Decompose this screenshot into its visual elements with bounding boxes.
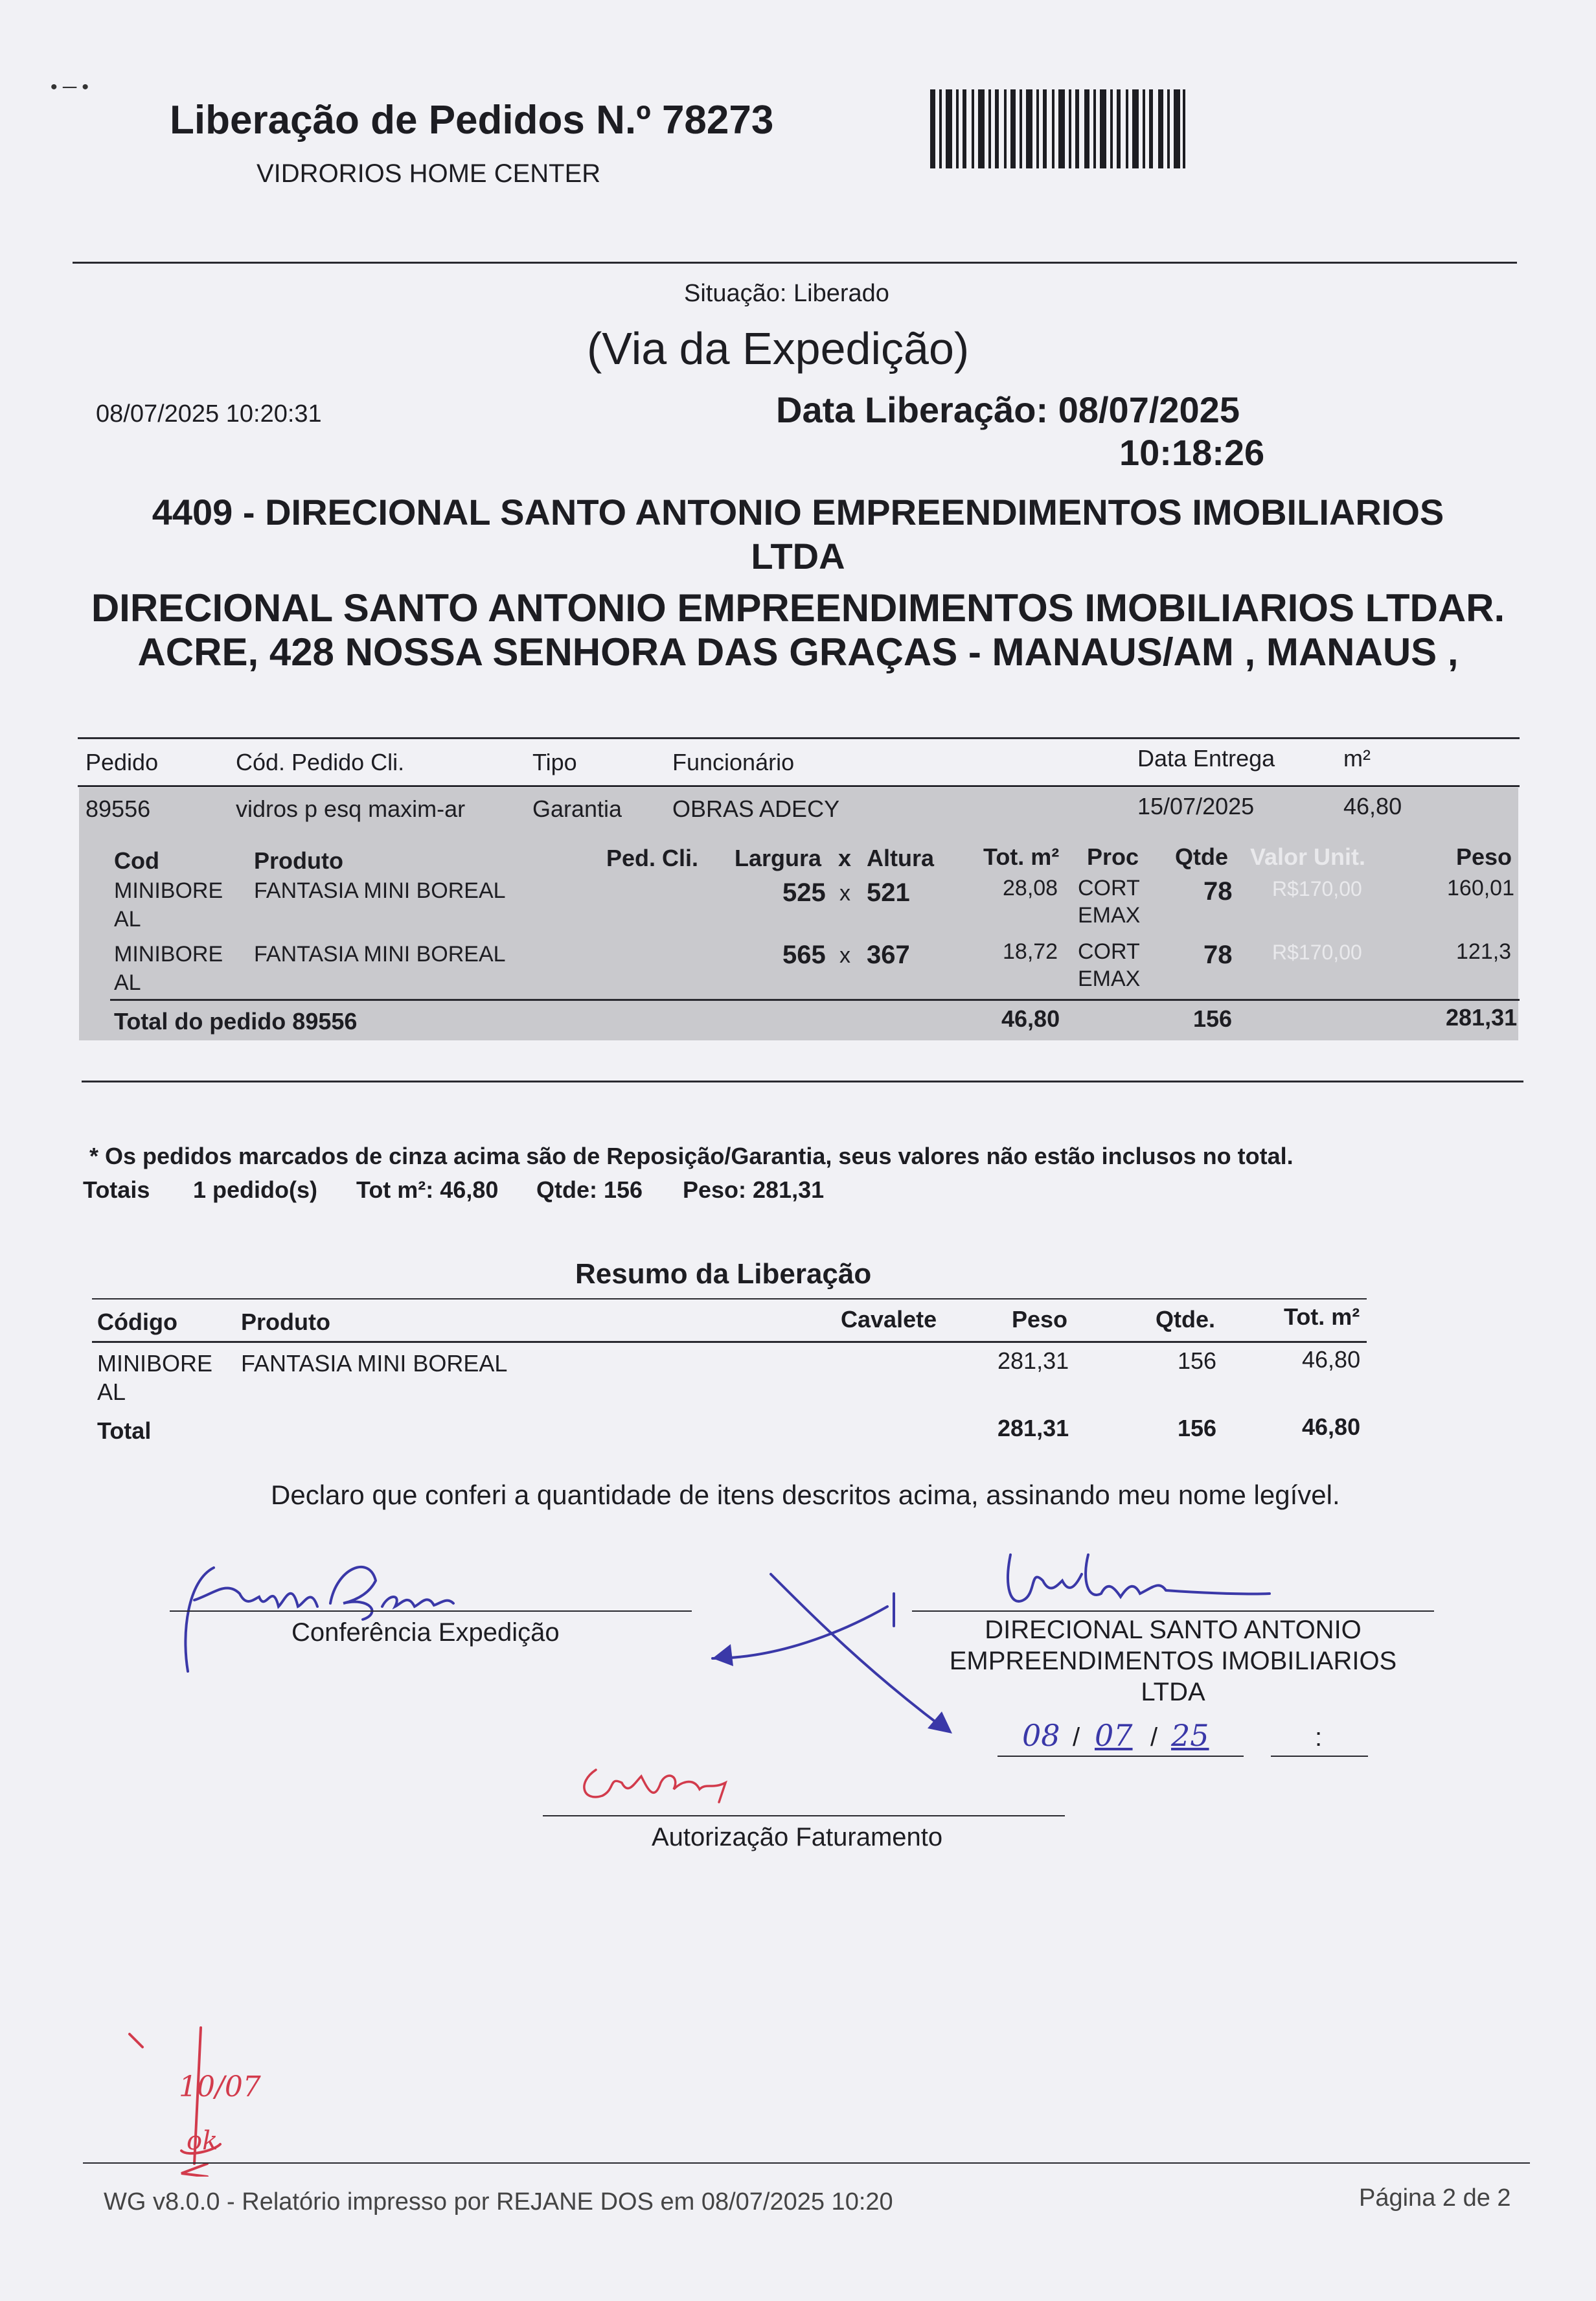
margin-ok: ok [187,2126,218,2156]
item-peso: 121,3 [1456,939,1512,964]
item-tot-m2: 28,08 [1003,876,1058,900]
summary-col-peso: Peso [1012,1306,1068,1333]
col-funcionario: Funcionário [672,749,795,775]
item-produto: FANTASIA MINI BOREAL [254,942,506,967]
item-x: x [839,881,850,906]
client-address-line1: DIRECIONAL SANTO ANTONIO EMPREENDIMENTOS IMOBILIARIOS LTDAR. [91,586,1505,630]
signature-client [998,1542,1282,1613]
items-col-ped-cli: Ped. Cli. [606,845,699,871]
items-col-largura: Largura [735,845,822,871]
order-data-entrega: 15/07/2025 [1137,793,1255,819]
totals-qtde: Qtde: 156 [536,1176,643,1203]
client-name-line1: 4409 - DIRECIONAL SANTO ANTONIO EMPREENDIMENTOS IMOBILIARIOS [152,492,1444,532]
items-total-peso: 281,31 [1446,1004,1518,1031]
declaration-text: Declaro que conferi a quantidade de itens descritos acima, assinando meu nome legível. [271,1480,1340,1510]
summary-total-peso: 281,31 [998,1415,1069,1441]
autorizacao-line [543,1815,1065,1816]
date-line [998,1756,1244,1757]
item-cod: MINIBORE [114,878,223,903]
items-total-m2: 46,80 [1001,1005,1060,1032]
summary-top-rule [92,1298,1367,1299]
item-peso: 160,01 [1447,876,1514,900]
date-sep-1: / [1073,1723,1080,1752]
item-cod-cont: AL [114,907,141,932]
summary-col-produto: Produto [241,1309,330,1335]
items-col-valor-unit: Valor Unit. [1250,843,1366,870]
item-largura: 525 [782,878,826,907]
items-col-tot-m2: Tot. m² [983,843,1060,870]
items-total-label: Total do pedido 89556 [114,1008,358,1035]
autorizacao-label: Autorização Faturamento [652,1823,943,1851]
item-proc-cont: EMAX [1078,903,1141,928]
copy-type: (Via da Expedição) [587,323,970,374]
date-sep-2: / [1150,1723,1158,1752]
summary-produto: FANTASIA MINI BOREAL [241,1350,508,1377]
item-proc: CORT [1078,939,1140,964]
summary-col-codigo: Código [97,1309,177,1335]
totals-m2: Tot m²: 46,80 [356,1176,499,1203]
order-cod-cli: vidros p esq maxim-ar [236,796,466,822]
order-tipo: Garantia [532,796,622,822]
item-valor-unit: R$170,00 [1272,941,1362,964]
totals-label: Totais [83,1176,150,1203]
order-pedido: 89556 [86,796,151,822]
footer-page: Página 2 de 2 [1359,2184,1511,2212]
client-name-line2: LTDA [751,536,845,577]
summary-peso: 281,31 [998,1347,1069,1374]
items-total-rule [110,999,1520,1001]
conferencia-label: Conferência Expedição [291,1618,560,1647]
totals-pedidos: 1 pedido(s) [193,1176,318,1203]
punch-hole-marks: • ─ • [51,76,89,98]
conferencia-line [170,1610,692,1612]
client-sign-line3: LTDA [1141,1678,1205,1706]
col-cod-pedido-cli: Cód. Pedido Cli. [236,749,405,775]
garantia-shaded-block [79,788,1518,1040]
items-total-qtde: 156 [1193,1005,1233,1032]
order-table-top-rule [78,737,1520,739]
footer-printed-by: WG v8.0.0 - Relatório impresso por REJANE DOS em 08/07/2025 10:20 [104,2188,893,2215]
header-divider [73,262,1517,264]
items-col-cod: Cod [114,847,159,874]
col-pedido: Pedido [86,749,159,775]
date-day: 08 [1022,1718,1060,1753]
summary-total-m2: 46,80 [1302,1414,1361,1440]
gray-note: * Os pedidos marcados de cinza acima são de Reposição/Garantia, seus valores não estão inclusos no total. [89,1143,1294,1169]
order-funcionario: OBRAS ADECY [672,796,840,822]
totals-peso: Peso: 281,31 [683,1176,825,1203]
summary-col-cavalete: Cavalete [841,1306,937,1333]
item-cod-cont: AL [114,970,141,995]
summary-codigo: MINIBORE [97,1350,213,1377]
order-table-bottom-rule [82,1081,1523,1082]
summary-total-label: Total [97,1417,152,1444]
items-col-peso: Peso [1456,843,1512,870]
summary-total-qtde: 156 [1178,1415,1217,1441]
company-name: VIDRORIOS HOME CENTER [256,159,601,188]
items-col-altura: Altura [867,845,935,871]
item-produto: FANTASIA MINI BOREAL [254,878,506,903]
order-m2: 46,80 [1343,793,1402,819]
summary-tot-m2: 46,80 [1302,1346,1361,1373]
summary-codigo-cont: AL [97,1379,126,1405]
item-cod: MINIBORE [114,942,223,967]
item-largura: 565 [782,941,826,969]
item-proc: CORT [1078,876,1140,900]
client-sign-line2: EMPREENDIMENTOS IMOBILIARIOS [949,1647,1397,1675]
items-col-produto: Produto [254,847,343,874]
item-altura: 521 [867,878,910,907]
time-separator: : [1315,1723,1323,1752]
signature-autorizacao [570,1757,745,1815]
release-date: Data Liberação: 08/07/2025 [776,389,1240,430]
col-tipo: Tipo [532,749,577,775]
summary-header-rule [92,1341,1367,1343]
summary-col-qtde: Qtde. [1156,1306,1216,1333]
item-altura: 367 [867,941,910,969]
items-col-x: x [838,845,852,871]
client-sign-line1: DIRECIONAL SANTO ANTONIO [985,1616,1362,1644]
item-valor-unit: R$170,00 [1272,877,1362,900]
summary-col-tot-m2: Tot. m² [1284,1303,1360,1330]
item-qtde: 78 [1203,877,1233,906]
client-signature-line [912,1610,1434,1612]
col-m2: m² [1343,745,1371,772]
client-address-line2: ACRE, 428 NOSSA SENHORA DAS GRAÇAS - MANAUS/AM , MANAUS , [137,630,1459,674]
signature-conferencia [175,1542,538,1678]
order-header-rule [78,785,1520,787]
barcode [930,89,1185,168]
time-line [1271,1756,1368,1757]
col-data-entrega: Data Entrega [1137,745,1275,772]
status-text: Situação: Liberado [684,280,889,307]
footer-rule [83,2162,1530,2164]
item-proc-cont: EMAX [1078,967,1141,991]
release-time: 10:18:26 [1119,432,1265,473]
margin-note: 10/07 [179,2070,261,2103]
item-tot-m2: 18,72 [1003,939,1058,964]
items-col-proc: Proc [1087,843,1139,870]
item-x: x [839,943,850,968]
date-month: 07 [1095,1718,1133,1753]
date-year: 25 [1171,1718,1209,1753]
printed-datetime: 08/07/2025 10:20:31 [96,400,322,428]
item-qtde: 78 [1203,941,1233,969]
items-col-qtde: Qtde [1175,843,1229,870]
summary-title: Resumo da Liberação [575,1258,872,1290]
document-title: Liberação de Pedidos N.º 78273 [170,98,774,143]
summary-qtde: 156 [1178,1347,1217,1374]
